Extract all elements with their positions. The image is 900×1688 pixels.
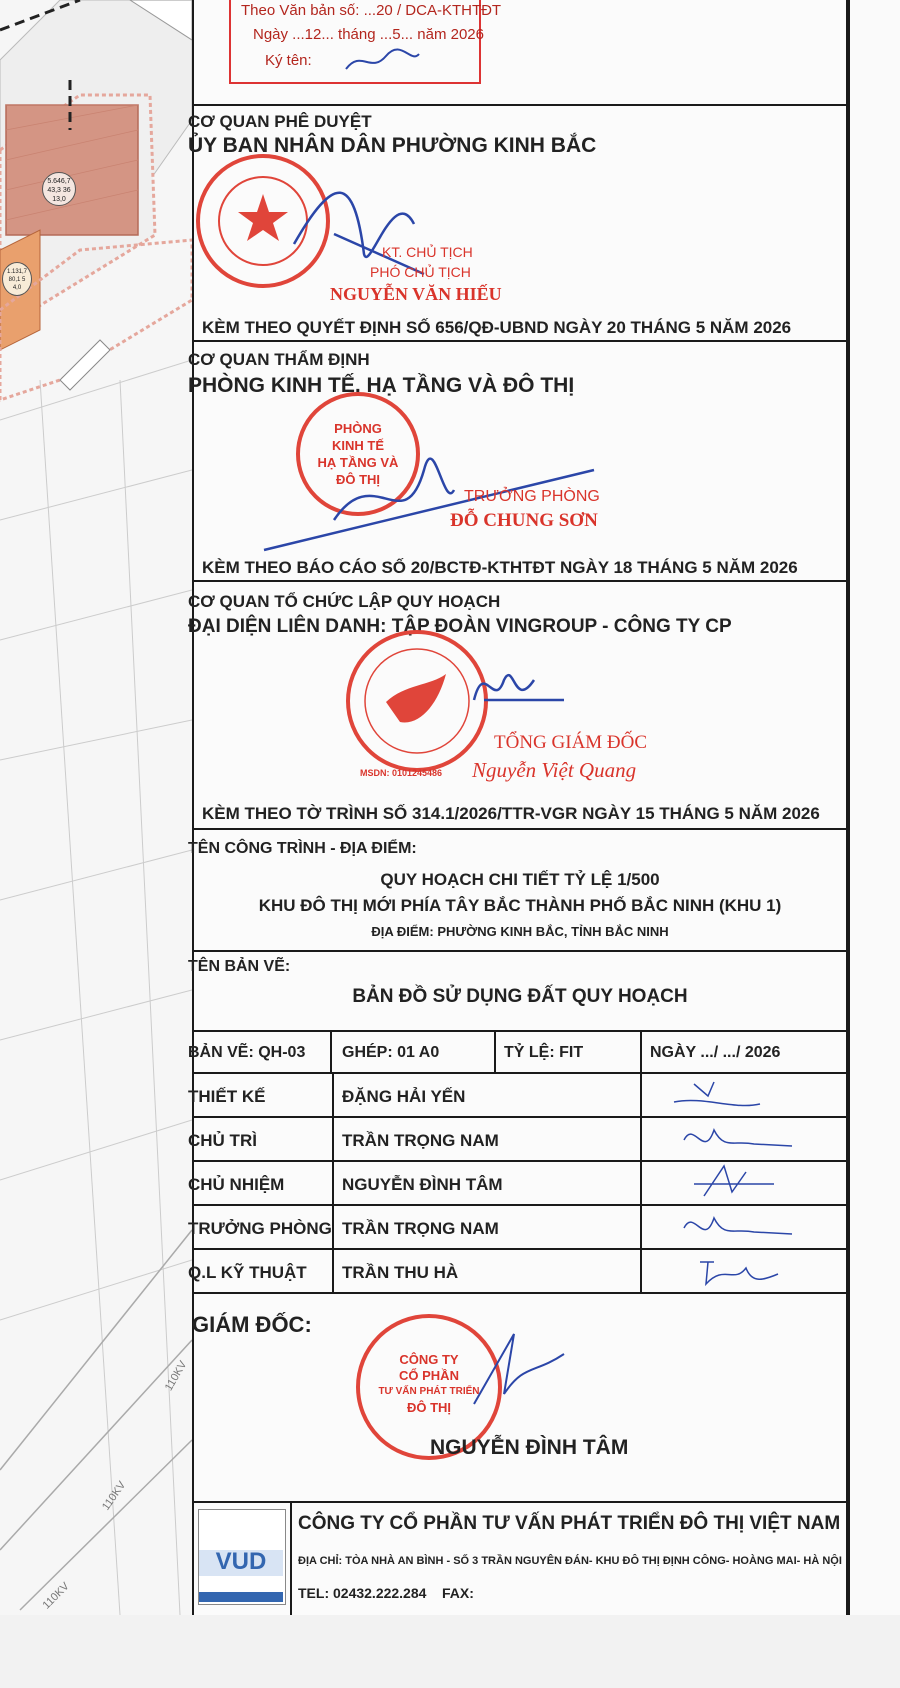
project-location: ĐỊA ĐIỂM: PHƯỜNG KINH BẮC, TỈNH BẮC NINH bbox=[371, 924, 669, 939]
lot-area-1: 5.646,7 bbox=[47, 178, 71, 185]
power-line-label-3: 110KV bbox=[40, 1580, 72, 1612]
project-title-line-1: QUY HOẠCH CHI TIẾT TỶ LỆ 1/500 bbox=[380, 870, 660, 889]
appraisal-signer: ĐỖ CHUNG SƠN bbox=[450, 510, 598, 531]
planner-section bbox=[188, 580, 846, 830]
staff-row bbox=[188, 1162, 846, 1206]
director-section bbox=[194, 1294, 846, 1501]
lot-height-2: 4,0 bbox=[12, 285, 22, 291]
staff-role: CHỦ TRÌ bbox=[188, 1131, 257, 1150]
staff-signature bbox=[674, 1208, 794, 1248]
staff-signature bbox=[674, 1120, 794, 1160]
staff-row bbox=[188, 1206, 846, 1250]
lot-label-1 bbox=[42, 172, 76, 206]
drawing-label: TÊN BẢN VẼ: bbox=[188, 958, 291, 975]
staff-role: CHỦ NHIỆM bbox=[188, 1175, 285, 1194]
director-label: GIÁM ĐỐC: bbox=[192, 1312, 312, 1337]
document-date: Ngày ...12... tháng ...5... năm 2026 bbox=[253, 26, 484, 43]
approval-org: ỦY BAN NHÂN DÂN PHƯỜNG KINH BẮC bbox=[188, 134, 597, 157]
company-logo bbox=[198, 1509, 286, 1605]
lot-height-1: 13,0 bbox=[52, 196, 66, 203]
map-drawing bbox=[0, 0, 192, 1615]
stamp-text-4: ĐÔ THỊ bbox=[335, 472, 381, 487]
company-phone: TEL: 02432.222.284 FAX: bbox=[298, 1585, 474, 1601]
staff-signature bbox=[694, 1254, 784, 1290]
staff-name: TRẦN TRỌNG NAM bbox=[342, 1219, 499, 1238]
staff-name: ĐẶNG HẢI YẾN bbox=[342, 1087, 466, 1106]
drawing-info-row bbox=[188, 1030, 846, 1074]
appraisal-section bbox=[188, 340, 846, 582]
director-signature bbox=[454, 1324, 574, 1424]
drawing-scale: TỶ LỆ: FIT bbox=[504, 1044, 584, 1061]
sheet-number: BẢN VẼ: QH-03 bbox=[188, 1044, 306, 1061]
lot-params-1: 43,3 36 bbox=[47, 187, 71, 194]
stamp-text-3: HẠ TẦNG VÀ bbox=[317, 455, 399, 470]
planner-attachment: KÈM THEO TỜ TRÌNH SỐ 314.1/2026/TTR-VGR NGÀY 15 THÁNG 5 NĂM 2026 bbox=[202, 804, 820, 823]
planner-signature bbox=[464, 650, 574, 730]
staff-row bbox=[188, 1250, 846, 1294]
stamp-text-2: CỔ PHẦN bbox=[399, 1368, 459, 1383]
staff-row bbox=[188, 1118, 846, 1162]
project-title-line-2: KHU ĐÔ THỊ MỚI PHÍA TÂY BẮC THÀNH PHỐ BẮC NINH (KHU 1) bbox=[258, 896, 782, 915]
lot-params-2: 80,1 5 bbox=[8, 277, 26, 283]
staff-signature bbox=[664, 1076, 764, 1116]
document-reference-box bbox=[229, 0, 502, 84]
appraisal-signature bbox=[254, 400, 634, 560]
staff-role: TRƯỞNG PHÒNG bbox=[188, 1219, 332, 1238]
drawing-title: BẢN ĐỒ SỬ DỤNG ĐẤT QUY HOẠCH bbox=[352, 986, 688, 1007]
signature-label: Ký tên: bbox=[265, 52, 312, 69]
stamp-text-2: KINH TẾ bbox=[332, 438, 384, 453]
map-fragment bbox=[0, 0, 192, 1615]
lot-label-2 bbox=[2, 262, 32, 296]
planner-stamp-code: MSDN: 0101245486 bbox=[360, 768, 443, 778]
staff-name: NGUYỄN ĐÌNH TÂM bbox=[342, 1175, 503, 1194]
top-section bbox=[194, 0, 846, 106]
appraisal-role: TRƯỞNG PHÒNG bbox=[464, 488, 600, 505]
appraisal-attachment: KÈM THEO BÁO CÁO SỐ 20/BCTĐ-KTHTĐT NGÀY 18 THÁNG 5 NĂM 2026 bbox=[202, 558, 798, 577]
approval-role-1: KT. CHỦ TỊCH bbox=[382, 244, 473, 260]
power-line-label-2: 110KV bbox=[99, 1479, 129, 1513]
staff-role: Q.L KỸ THUẬT bbox=[188, 1263, 307, 1282]
project-label: TÊN CÔNG TRÌNH - ĐỊA ĐIỂM: bbox=[188, 840, 417, 857]
reference-signature bbox=[341, 44, 421, 78]
page-bottom-margin bbox=[0, 1615, 900, 1688]
lot-area-2: 1.131,7 bbox=[6, 269, 28, 275]
company-footer bbox=[194, 1501, 846, 1615]
stamp-text-4: ĐÔ THỊ bbox=[406, 1400, 452, 1415]
approval-section bbox=[188, 104, 846, 342]
title-block bbox=[188, 0, 850, 1615]
company-address: ĐỊA CHỈ: TÒA NHÀ AN BÌNH - SỐ 3 TRẦN NGUYÊN ĐÁN- KHU ĐÔ THỊ ĐỊNH CÔNG- HOÀNG MAI- HÀ NỘI bbox=[298, 1555, 842, 1567]
appraisal-label: CƠ QUAN THẨM ĐỊNH bbox=[188, 350, 370, 369]
drawing-section bbox=[188, 950, 846, 1032]
planner-label: CƠ QUAN TỔ CHỨC LẬP QUY HOẠCH bbox=[188, 592, 501, 611]
staff-name: TRẦN THU HÀ bbox=[342, 1263, 459, 1282]
approval-role-2: PHÓ CHỦ TỊCH bbox=[370, 264, 471, 280]
appraisal-org: PHÒNG KINH TẾ, HẠ TẦNG VÀ ĐÔ THỊ bbox=[188, 374, 575, 397]
document-number: Theo Văn bản số: ...20 / DCA-KTHTĐT bbox=[241, 2, 502, 19]
drawing-date: NGÀY .../ .../ 2026 bbox=[650, 1044, 781, 1061]
logo-text: VUD bbox=[215, 1548, 267, 1575]
power-line-label-1: 110KV bbox=[162, 1359, 190, 1393]
joint-sheets: GHÉP: 01 A0 bbox=[342, 1044, 440, 1061]
planner-role: TỔNG GIÁM ĐỐC bbox=[494, 732, 648, 753]
stamp-text-1: PHÒNG bbox=[334, 421, 382, 436]
stamp-text-3: TƯ VẤN PHÁT TRIỂN bbox=[378, 1386, 480, 1397]
planner-org: ĐẠI DIỆN LIÊN DANH: TẬP ĐOÀN VINGROUP - CÔNG TY CP bbox=[188, 616, 732, 637]
project-section bbox=[188, 828, 846, 952]
planner-signer: Nguyễn Việt Quang bbox=[472, 758, 637, 782]
company-name: CÔNG TY CỔ PHẦN TƯ VẤN PHÁT TRIỂN ĐÔ THỊ VIỆT NAM bbox=[298, 1513, 841, 1534]
staff-signature bbox=[684, 1162, 784, 1204]
staff-role: THIẾT KẾ bbox=[188, 1087, 266, 1106]
stamp-text-1: CÔNG TY bbox=[399, 1352, 459, 1367]
approval-signer: NGUYỄN VĂN HIẾU bbox=[330, 284, 502, 304]
staff-row bbox=[188, 1074, 846, 1118]
approval-label: CƠ QUAN PHÊ DUYỆT bbox=[188, 112, 372, 131]
staff-name: TRẦN TRỌNG NAM bbox=[342, 1131, 499, 1150]
director-signer: NGUYỄN ĐÌNH TÂM bbox=[430, 1436, 629, 1459]
approval-attachment: KÈM THEO QUYẾT ĐỊNH SỐ 656/QĐ-UBND NGÀY 20 THÁNG 5 NĂM 2026 bbox=[202, 318, 792, 337]
